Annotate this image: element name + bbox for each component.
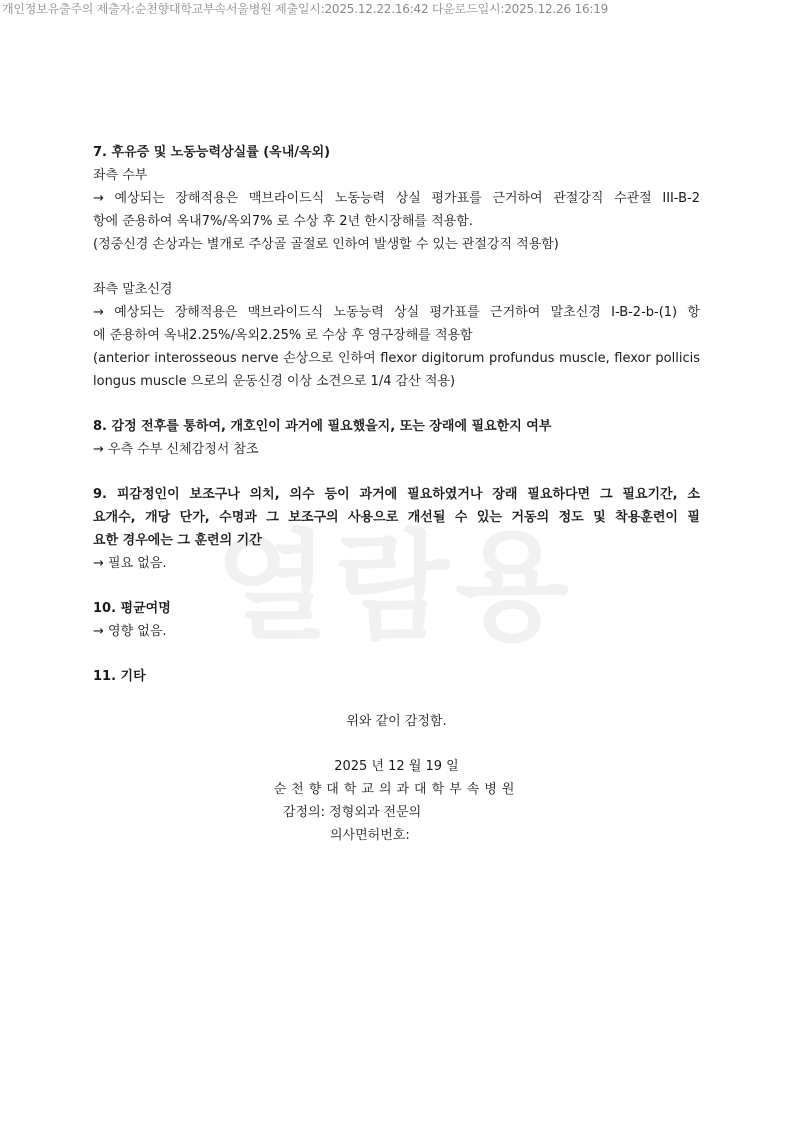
section-10-title: 10. 평균여명: [93, 601, 171, 616]
section-9-title-line-3: 요한 경우에는 그 훈련의 기간: [93, 533, 262, 548]
section-9-title-line-2: 요개수, 개당 단가, 수명과 그 보조구의 사용으로 개선될 수 있는 거동의 정도 및 착용훈련이 필: [93, 510, 700, 525]
closing-statement: 위와 같이 감정함.: [346, 714, 447, 729]
signature-date: 2025 년 12 월 19 일: [334, 759, 459, 774]
section-7-nerve-line-2: 에 준용하여 옥내2.25%/옥외2.25% 로 수상 후 영구장해를 적용함: [93, 328, 473, 343]
section-7-nerve-line-1: → 예상되는 장해적용은 맥브라이드식 노동능력 상실 평가표를 근거하여 말초신경 I-B-2-b-(1) 항: [93, 305, 700, 320]
section-8-answer: → 우측 수부 신체감정서 참조: [93, 442, 259, 457]
section-7-nerve-line-3: (anterior interosseous nerve 손상으로 인하여 flexor digitorum profundus muscle, flexor pollicis: [93, 351, 700, 366]
download-notice-header: 개인정보유출주의 제출자:순천향대학교부속서울병원 제출일시:2025.12.22.16:42 다운로드일시:2025.12.26 16:19: [2, 2, 609, 16]
section-7-subheading-left-hand: 좌측 수부: [93, 168, 148, 183]
section-7-hand-line-3: (정중신경 손상과는 별개로 주상골 골절로 인하여 발생할 수 있는 관절강직 적용함): [93, 237, 559, 252]
section-11-title: 11. 기타: [93, 669, 146, 684]
section-9-title-line-1: 9. 피감정인이 보조구나 의치, 의수 등이 과거에 필요하였거나 장래 필요하다면 그 필요기간, 소: [93, 487, 700, 502]
section-7-hand-line-2: 항에 준용하여 옥내7%/옥외7% 로 수상 후 2년 한시장해를 적용함.: [93, 214, 473, 229]
section-8-title: 8. 감정 전후를 통하여, 개호인이 과거에 필요했을지, 또는 장래에 필요한지 여부: [93, 419, 552, 434]
section-7-title: 7. 후유증 및 노동능력상실률 (옥내/옥외): [93, 145, 331, 160]
hospital-name: 순천향대학교의과대학부속병원: [273, 782, 520, 797]
section-7-subheading-peripheral-nerve: 좌측 말초신경: [93, 282, 173, 297]
license-number-line: 의사면허번호:: [330, 828, 410, 843]
section-10-answer: → 영향 없음.: [93, 624, 167, 639]
section-7-nerve-line-4: longus muscle 으로의 운동신경 이상 소견으로 1/4 감산 적용): [93, 374, 456, 389]
section-9-answer: → 필요 없음.: [93, 556, 167, 571]
section-7-hand-line-1: → 예상되는 장해적용은 맥브라이드식 노동능력 상실 평가표를 근거하여 관절강직 수관절 III-B-2: [93, 191, 700, 206]
examiner-line: 감정의: 정형외과 전문의: [283, 805, 422, 820]
document-body: [93, 141, 700, 847]
watermark-text: 열람용: [215, 518, 575, 656]
